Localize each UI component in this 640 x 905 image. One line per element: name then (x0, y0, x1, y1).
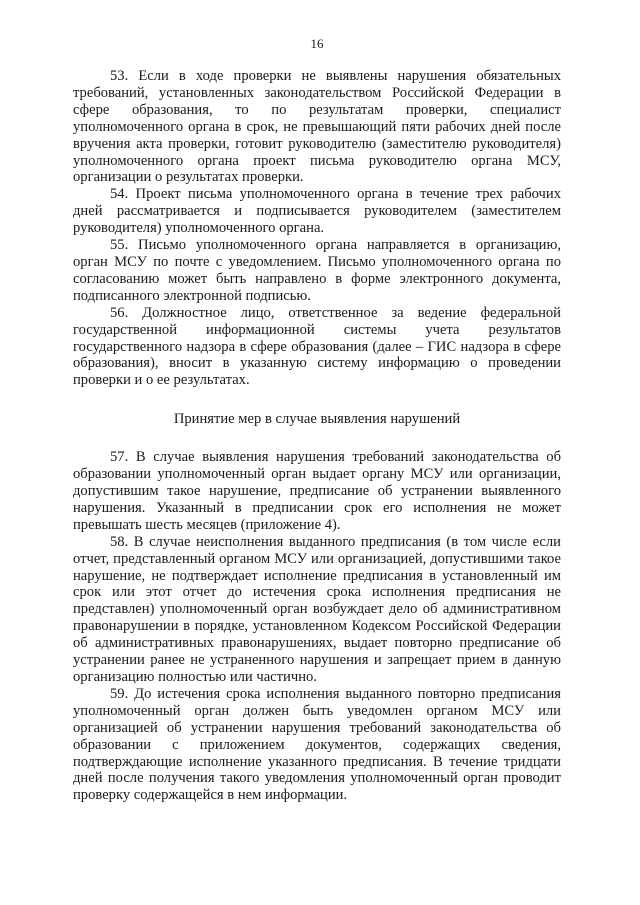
paragraph-53: 53. Если в ходе проверки не выявлены нарушения обязательных требований, установленных законодательством Российской Федерации в сфере образования, то по результатам проверки, специалист уполномоченного органа в срок, не превышающий пяти рабочих дней после вручения акта проверки, готовит руководителю (заместителю руководителя) уполномоченного органа проект письма руководителю органа МСУ, организации о результатах проверки. (73, 68, 561, 186)
paragraph-54: 54. Проект письма уполномоченного органа в течение трех рабочих дней рассматривается и подписывается руководителем (заместителем руководителя) уполномоченного органа. (73, 186, 561, 237)
paragraph-58: 58. В случае неисполнения выданного предписания (в том числе если отчет, представленный органом МСУ или организацией, допустившими такое нарушение, не подтверждает исполнение предписания в установленный им срок или этот отчет до истечения срока исполнения предписания не представлен) уполномоченный орган возбуждает дело об административном правонарушении в порядке, установленном Кодексом Российской Федерации об административных правонарушениях, выдает повторно предписание об устранении ранее не устраненного нарушения и запрещает прием в данную организацию полностью или частично. (73, 533, 561, 685)
paragraph-56: 56. Должностное лицо, ответственное за ведение федеральной государственной информационной системы учета результатов государственного надзора в сфере образования (далее – ГИС надзора в сфере образования), вносит в указанную систему информацию о проведении проверки и о ее результатах. (73, 304, 561, 389)
section-heading: Принятие мер в случае выявления нарушений (173, 411, 461, 428)
paragraph-57: 57. В случае выявления нарушения требований законодательства об образовании уполномоченный орган выдает органу МСУ или организации, допустившим такое нарушение, предписание об устранении выявленного нарушения. Указанный в предписании срок его исполнения не может превышать шесть месяцев (приложение 4). (73, 449, 561, 533)
paragraph-55: 55. Письмо уполномоченного органа направляется в организацию, орган МСУ по почте с уведомлением. Письмо уполномоченного органа по согласованию может быть направлено в форме электронного документа, подписанного электронной подписью. (73, 237, 561, 304)
page-number: 16 (310, 36, 324, 51)
paragraph-59: 59. До истечения срока исполнения выданного повторно предписания уполномоченный орган должен быть уведомлен органом МСУ или организацией об устранении нарушения требований законодательства об образовании с приложением документов, содержащих сведения, подтверждающие исполнение указанного предписания. В течение тридцати дней после получения такого уведомления уполномоченный орган проводит проверку содержащейся в нем информации. (73, 685, 561, 804)
document-page (73, 36, 561, 804)
